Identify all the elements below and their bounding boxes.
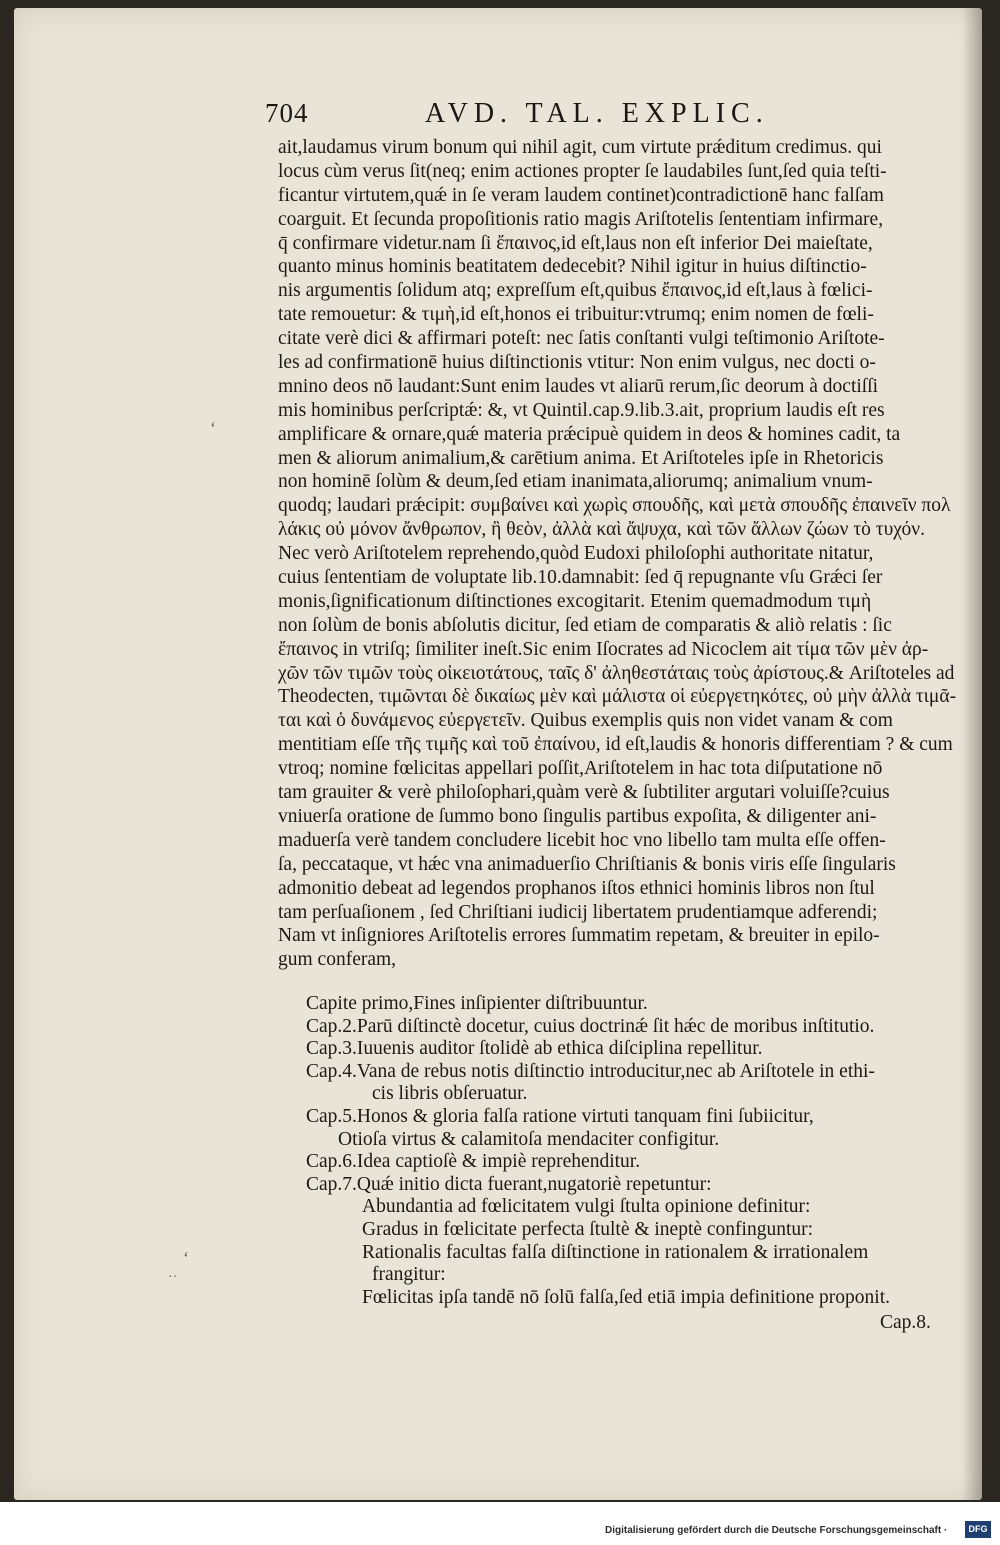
summary-line: Fœlicitas ipſa tandē nō ſolū falſa,ſed etiā impia definitione proponit.	[362, 1286, 890, 1308]
text-line: q̄ confirmare videtur.nam ſi ἔπαινος,id eſt,laus non eſt inferior Dei maieſtate,	[278, 232, 873, 254]
summary-line: Cap.7.Quǽ initio dicta fuerant,nugatoriè repetuntur:	[306, 1173, 712, 1195]
text-line: mnino deos nō laudant:Sunt enim laudes vt aliarū rerum,ſic deorum à doctiſſi	[278, 375, 879, 397]
text-line: vniuerſa oratione de ſummo bono ſingulis partibus expoſita, & diligenter ani-	[278, 805, 877, 827]
text-line: Nec verò Ariſtotelem reprehendo,quòd Eudoxi philoſophi authoritate nitatur,	[278, 543, 874, 565]
margin-mark: ʻ	[210, 418, 216, 438]
text-line: quanto minus hominis beatitatem dedecebit? Nihil igitur in huius diſtinctio-	[278, 256, 867, 278]
margin-mark: ··	[168, 1270, 178, 1285]
text-line: quodq; laudari prǽcipit: συμβαίνει καὶ χωρὶς σπουδῆς, καὶ μετὰ σπουδῆς ἐπαινεῖν πολ	[278, 495, 951, 517]
summary-line: Cap.4.Vana de rebus notis diſtinctio introducitur,nec ab Ariſtotele in ethi-	[306, 1060, 875, 1082]
summary-line: Cap.5.Honos & gloria falſa ratione virtuti tanquam fini ſubiicitur,	[306, 1105, 814, 1127]
text-line: tate remouetur: & τιμὴ,id eſt,honos ei tribuitur:vtrumq; enim nomen de fœli-	[278, 304, 874, 326]
main-text-block	[278, 136, 958, 972]
text-line: mentitiam eſſe τῆς τιμῆς καὶ τοῦ ἐπαίνου, id eſt,laudis & honoris differentiam ? & cum	[278, 734, 953, 756]
text-line: tam grauiter & verè philoſophari,quàm verè & ſubtiliter argutari voluiſſe?cuius	[278, 782, 890, 804]
summary-line: Capite primo,Fines inſipienter diſtribuuntur.	[306, 993, 648, 1014]
summary-line: Cap.3.Iuuenis auditor ſtolidè ab ethica diſciplina repellitur.	[306, 1038, 763, 1060]
text-line: Theodecten, τιμῶνται δὲ δικαίως μὲν καὶ μάλιστα οἱ εὐεργετηκότες, οὐ μὴν ἀλλὰ τιμᾶ-	[278, 686, 957, 708]
catchword: Cap.8.	[880, 1312, 931, 1333]
summary-line: Otioſa virtus & calamitoſa mendaciter configitur.	[338, 1128, 720, 1150]
summary-line: Cap.2.Parū diſtinctè docetur, cuius doctrinǽ ſit hǽc de moribus inſtitutio.	[306, 1015, 875, 1037]
text-line: gum conferam,	[278, 949, 397, 971]
text-line: admonitio debeat ad legendos prophanos iſtos ethnici hominis libros non ſtul	[278, 877, 875, 899]
text-line: Nam vt inſigniores Ariſtotelis errores ſummatim repetam, & breuiter in epilo-	[278, 925, 880, 947]
text-line: vtroq; nomine fœlicitas appellari poſſit,Ariſtotelem in hac tota diſputatione nō	[278, 758, 883, 780]
text-line: les ad confirmationē huius diſtinctionis vtitur: Non enim vulgus, nec docti o-	[278, 352, 876, 374]
text-line: tam perſuaſionem , ſed Chriſtiani iudicij libertatem prudentiamque adferendi;	[278, 901, 878, 923]
page-number: 704	[265, 98, 309, 128]
margin-mark: ʻ	[183, 1248, 189, 1268]
text-line: mis hominibus perſcriptǽ: &, vt Quintil.cap.9.lib.3.ait, proprium laudis eſt res	[278, 399, 885, 421]
summary-line: Rationalis facultas falſa diſtinctione in rationalem & irrationalem	[362, 1241, 869, 1263]
text-line: ficantur virtutem,quǽ in ſe veram laudem continet)contradictionē hanc falſam	[278, 184, 884, 206]
funding-credit: Digitalisierung gefördert durch die Deutsche Forschungsgemeinschaft ·	[605, 1525, 948, 1536]
text-line: amplificare & ornare,quǽ materia prǽcipuè quidem in deos & homines cadit, ta	[278, 423, 901, 445]
summary-line: Abundantia ad fœlicitatem vulgi ſtulta opinione definitur:	[362, 1196, 811, 1218]
chapter-summary-list	[306, 993, 966, 1309]
text-line: coarguit. Et ſecunda propoſitionis ratio magis Ariſtotelis ſententiam infirmare,	[278, 208, 884, 230]
text-line: men & aliorum animalium,& carētium anima. Et Ariſtoteles ipſe in Rhetoricis	[278, 447, 884, 469]
text-line: λάκις οὐ μόνον ἄνθρωπον, ἢ θεὸν, ἀλλὰ καὶ ἄψυχα, καὶ τῶν ἄλλων ζώων τὸ τυχόν.	[278, 519, 925, 541]
text-line: locus cùm verus ſit(neq; enim actiones propter ſe laudabiles ſunt,ſed quia teſti-	[278, 160, 887, 182]
text-line: monis,ſignificationum diſtinctiones excogitarit. Etenim quemadmodum τιμὴ	[278, 590, 872, 612]
page-header	[265, 98, 845, 138]
footer-bar	[0, 1502, 1000, 1545]
text-line: ait,laudamus virum bonum qui nihil agit, cum virtute prǽditum credimus. qui	[278, 137, 882, 158]
text-line: χῶν τῶν τιμῶν τοὺς οἰκειοτάτους, ταῖς δ' ἀληθεστάταις τοὺς ἀρίστους.& Ariſtoteles ad	[278, 662, 955, 684]
running-head: AVD. TAL. EXPLIC.	[425, 98, 769, 129]
text-line: citate verè dici & affirmari poteſt: nec ſatis conſtanti vulgi teſtimonio Ariſtote-	[278, 328, 885, 350]
dfg-logo-icon: DFG	[965, 1521, 991, 1538]
text-line: non hominē ſolùm & deum,ſed etiam inanimata,aliorumq; animalium vnum-	[278, 471, 873, 493]
text-line: nis argumentis ſolidum atq; expreſſum eſt,quibus ἔπαινος,id eſt,laus à fœlici-	[278, 280, 873, 302]
text-line: ἔπαινος in vtriſq; ſimiliter ineſt.Sic enim Iſocrates ad Nicoclem ait τίμα τῶν μὲν ἀρ-	[278, 638, 929, 660]
text-line: non ſolùm de bonis abſolutis dicitur, ſed etiam de comparatis & aliò relatis : ſic	[278, 614, 892, 636]
text-line: ται καὶ ὁ δυνάμενος εὐεργετεῖν. Quibus exemplis quis non videt vanam & com	[278, 710, 893, 732]
summary-line: Cap.6.Idea captioſè & impiè reprehenditur.	[306, 1151, 641, 1173]
summary-line: Gradus in fœlicitate perfecta ſtultè & ineptè confinguntur:	[362, 1218, 814, 1240]
summary-line: cis libris obſeruatur.	[372, 1083, 528, 1105]
text-line: maduerſa verè tandem concludere licebit hoc vno libello tam multa eſſe offen-	[278, 829, 886, 851]
text-line: cuius ſententiam de voluptate lib.10.damnabit: ſed q̄ repugnante vſu Grǽci ſer	[278, 567, 883, 589]
text-line: ſa, peccataque, vt hǽc vna animaduerſio Chriſtianis & bonis viris eſſe ſingularis	[278, 853, 896, 875]
summary-line: frangitur:	[372, 1264, 446, 1286]
